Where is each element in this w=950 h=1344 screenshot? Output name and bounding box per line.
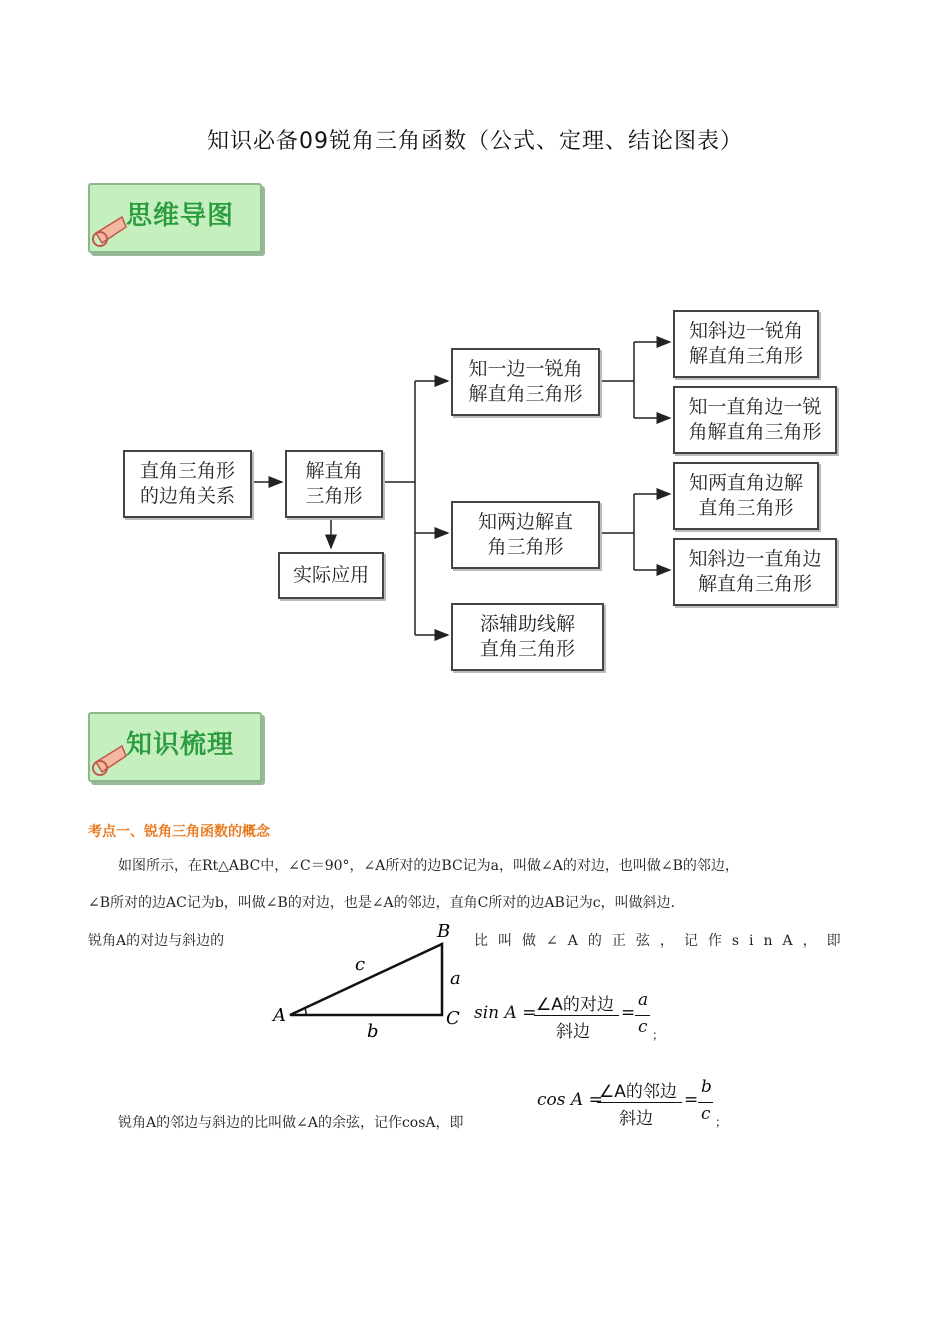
node-solve: 解直角 三角形 bbox=[285, 450, 383, 518]
paragraph-3-left: 锐角A的对边与斜边的 bbox=[88, 933, 225, 949]
right-triangle-figure bbox=[265, 918, 470, 1046]
paragraph-2: ∠B所对的边AC记为b，叫做∠B的对边，也是∠A的邻边，直角C所对的边AB记为c，叫做斜边. bbox=[88, 895, 676, 911]
node-leaf-3: 知两直角边解 直角三角形 bbox=[673, 462, 819, 530]
knowledge-badge-label: 知识梳理 bbox=[126, 730, 235, 760]
vertex-b: B bbox=[437, 921, 451, 942]
page-title: 知识必备09锐角三角函数（公式、定理、结论图表） bbox=[207, 129, 743, 154]
node-leaf-2: 知一直角边一锐 角解直角三角形 bbox=[673, 386, 837, 454]
node-root: 直角三角形 的边角关系 bbox=[123, 450, 252, 518]
cos-formula: cos A = ∠A的邻边 斜边 = b c ； bbox=[537, 1077, 728, 1129]
node-branch-3: 添辅助线解 直角三角形 bbox=[451, 603, 604, 671]
node-branch-2: 知两边解直 角三角形 bbox=[451, 501, 600, 569]
mindmap-badge-label: 思维导图 bbox=[126, 201, 235, 231]
node-branch-1: 知一边一锐角 解直角三角形 bbox=[451, 348, 600, 416]
side-c: c bbox=[355, 954, 366, 975]
sin-formula: sin A = ∠A的对边 斜边 = a c ； bbox=[474, 990, 665, 1042]
vertex-c: C bbox=[446, 1008, 460, 1029]
node-leaf-4: 知斜边一直角边 解直角三角形 bbox=[673, 538, 837, 606]
paragraph-4: 锐角A的邻边与斜边的比叫做∠A的余弦，记作cosA，即 bbox=[118, 1115, 464, 1131]
node-apply: 实际应用 bbox=[278, 552, 384, 599]
knowledge-badge bbox=[88, 712, 262, 782]
side-b: b bbox=[367, 1021, 379, 1042]
vertex-a: A bbox=[273, 1005, 286, 1026]
node-leaf-1: 知斜边一锐角 解直角三角形 bbox=[673, 310, 819, 378]
paragraph-1: 如图所示，在Rt△ABC中，∠C＝90°，∠A所对的边BC记为a，叫做∠A的对边，也叫做∠B的邻边， bbox=[118, 858, 739, 874]
section-heading: 考点一、锐角三角函数的概念 bbox=[88, 824, 270, 840]
side-a: a bbox=[450, 968, 461, 989]
paragraph-3-right: 比叫做∠A的正弦，记作sinA，即 bbox=[474, 933, 851, 949]
pencil-icon bbox=[92, 744, 128, 778]
